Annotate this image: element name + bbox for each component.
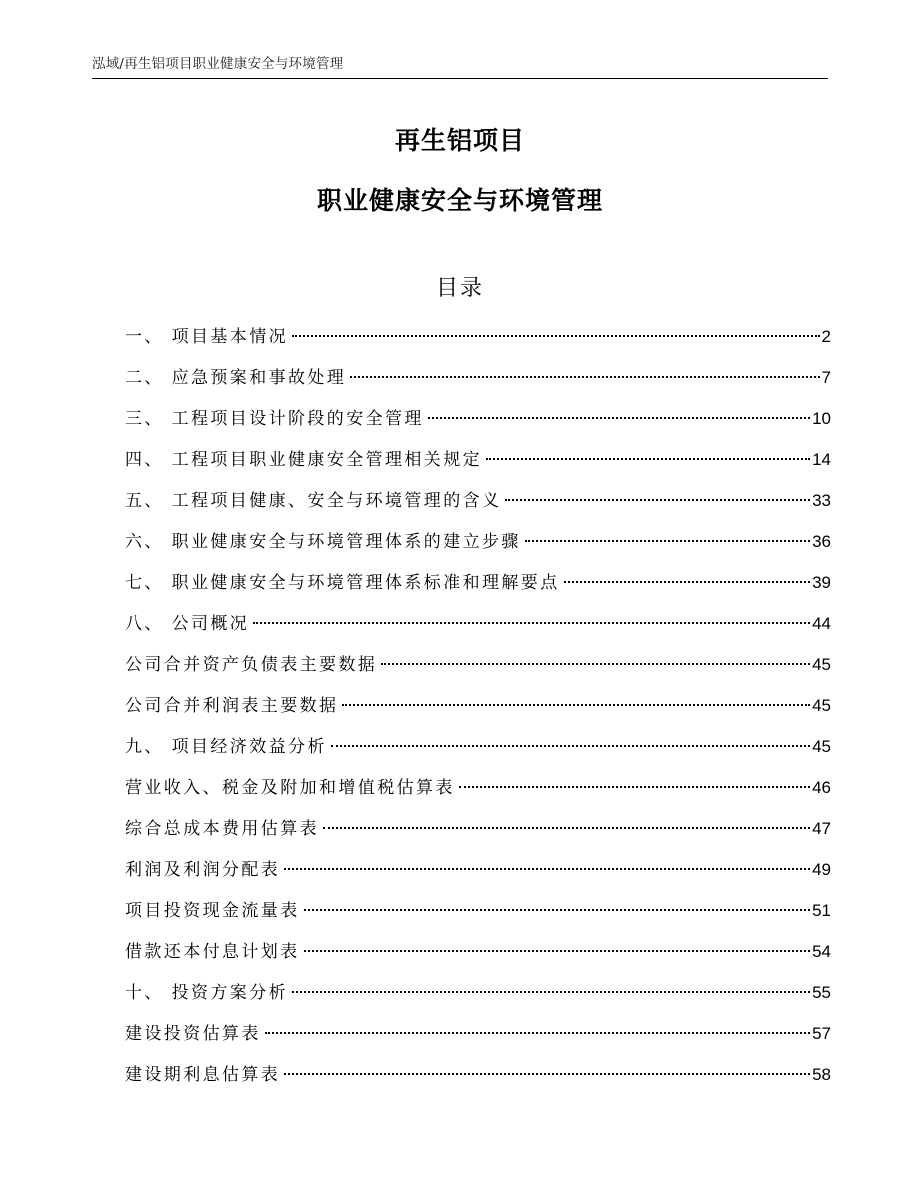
toc-entry[interactable] bbox=[125, 648, 831, 689]
toc-entry[interactable] bbox=[125, 853, 831, 894]
toc-leader-dots bbox=[253, 622, 810, 624]
toc-leader-dots bbox=[284, 868, 810, 870]
toc-entry[interactable] bbox=[125, 812, 831, 853]
toc-entry-label: 综合总成本费用估算表 bbox=[125, 819, 319, 839]
toc-leader-dots bbox=[350, 376, 819, 378]
toc-leader-dots bbox=[428, 417, 810, 419]
toc-leader-dots bbox=[265, 1032, 810, 1034]
toc-leader-dots bbox=[505, 499, 810, 501]
toc-entry-page: 51 bbox=[812, 901, 831, 920]
toc-leader-dots bbox=[292, 335, 820, 337]
toc-entry[interactable] bbox=[125, 771, 831, 812]
toc-leader-dots bbox=[564, 581, 810, 583]
toc-entry-label: 营业收入、税金及附加和增值税估算表 bbox=[125, 778, 455, 798]
toc-entry-page: 10 bbox=[812, 409, 831, 428]
toc-entry-label: 项目投资现金流量表 bbox=[125, 901, 300, 921]
toc-leader-dots bbox=[323, 827, 810, 829]
document-title-line-1: 再生铝项目 bbox=[394, 126, 525, 155]
toc-entry-label: 五、 工程项目健康、安全与环境管理的含义 bbox=[125, 491, 502, 511]
toc-entry-page: 55 bbox=[812, 983, 831, 1002]
toc-entry[interactable] bbox=[125, 484, 831, 525]
toc-entry-label: 三、 工程项目设计阶段的安全管理 bbox=[125, 409, 424, 429]
toc-entry-label: 一、 项目基本情况 bbox=[125, 327, 289, 347]
toc-entry[interactable] bbox=[125, 443, 831, 484]
toc-entry[interactable] bbox=[125, 1058, 831, 1099]
toc-leader-dots bbox=[304, 909, 810, 911]
toc-entry-page: 33 bbox=[812, 491, 831, 510]
toc-entry-label: 借款还本付息计划表 bbox=[125, 942, 300, 962]
toc-leader-dots bbox=[284, 1073, 810, 1075]
toc-entry-label: 七、 职业健康安全与环境管理体系标准和理解要点 bbox=[125, 573, 560, 593]
toc-entry-page: 49 bbox=[812, 860, 831, 879]
toc-leader-dots bbox=[459, 786, 810, 788]
toc-entry-page: 45 bbox=[812, 655, 831, 674]
toc-entry-page: 36 bbox=[812, 532, 831, 551]
toc-entry-page: 2 bbox=[821, 327, 831, 346]
toc-entry[interactable] bbox=[125, 566, 831, 607]
toc-leader-dots bbox=[486, 458, 810, 460]
toc-entry-label: 建设期利息估算表 bbox=[125, 1065, 281, 1085]
toc-entry-page: 58 bbox=[812, 1065, 831, 1084]
toc-entry-page: 47 bbox=[812, 819, 831, 838]
toc-leader-dots bbox=[292, 991, 810, 993]
toc-entry-label: 公司合并资产负债表主要数据 bbox=[125, 655, 378, 675]
toc-entry[interactable] bbox=[125, 320, 831, 361]
toc-entry[interactable] bbox=[125, 525, 831, 566]
toc-entry[interactable] bbox=[125, 1017, 831, 1058]
toc-leader-dots bbox=[331, 745, 810, 747]
toc-entry-page: 45 bbox=[812, 737, 831, 756]
toc-entry[interactable] bbox=[125, 689, 831, 730]
toc-entry-page: 45 bbox=[812, 696, 831, 715]
toc-entry-page: 14 bbox=[812, 450, 831, 469]
toc-entry-label: 利润及利润分配表 bbox=[125, 860, 281, 880]
toc-entry[interactable] bbox=[125, 361, 831, 402]
page-header: 泓域/再生铝项目职业健康安全与环境管理 bbox=[92, 52, 828, 79]
toc-entry-page: 54 bbox=[812, 942, 831, 961]
toc-entry-label: 十、 投资方案分析 bbox=[125, 983, 289, 1003]
toc-entry[interactable] bbox=[125, 976, 831, 1017]
toc-entry-label: 八、 公司概况 bbox=[125, 614, 250, 634]
toc-entry-label: 九、 项目经济效益分析 bbox=[125, 737, 327, 757]
toc-entry-page: 44 bbox=[812, 614, 831, 633]
toc-entry[interactable] bbox=[125, 894, 831, 935]
toc-leader-dots bbox=[342, 704, 810, 706]
toc-entry[interactable] bbox=[125, 730, 831, 771]
document-title-line-2: 职业健康安全与环境管理 bbox=[316, 186, 603, 215]
toc-entry-page: 46 bbox=[812, 778, 831, 797]
toc-entry-page: 7 bbox=[821, 368, 831, 387]
toc-entry[interactable] bbox=[125, 607, 831, 648]
toc-entry-label: 四、 工程项目职业健康安全管理相关规定 bbox=[125, 450, 483, 470]
toc-leader-dots bbox=[525, 540, 810, 542]
toc-heading: 目录 bbox=[435, 276, 484, 301]
toc-leader-dots bbox=[304, 950, 810, 952]
toc-entry-label: 六、 职业健康安全与环境管理体系的建立步骤 bbox=[125, 532, 521, 552]
toc-entry[interactable] bbox=[125, 935, 831, 976]
toc-entry-label: 二、 应急预案和事故处理 bbox=[125, 368, 347, 388]
toc-entry-label: 建设投资估算表 bbox=[125, 1024, 261, 1044]
toc-entry-page: 39 bbox=[812, 573, 831, 592]
toc-entry-label: 公司合并利润表主要数据 bbox=[125, 696, 339, 716]
toc-leader-dots bbox=[381, 663, 810, 665]
table-of-contents bbox=[125, 320, 831, 1099]
toc-entry-page: 57 bbox=[812, 1024, 831, 1043]
toc-entry[interactable] bbox=[125, 402, 831, 443]
